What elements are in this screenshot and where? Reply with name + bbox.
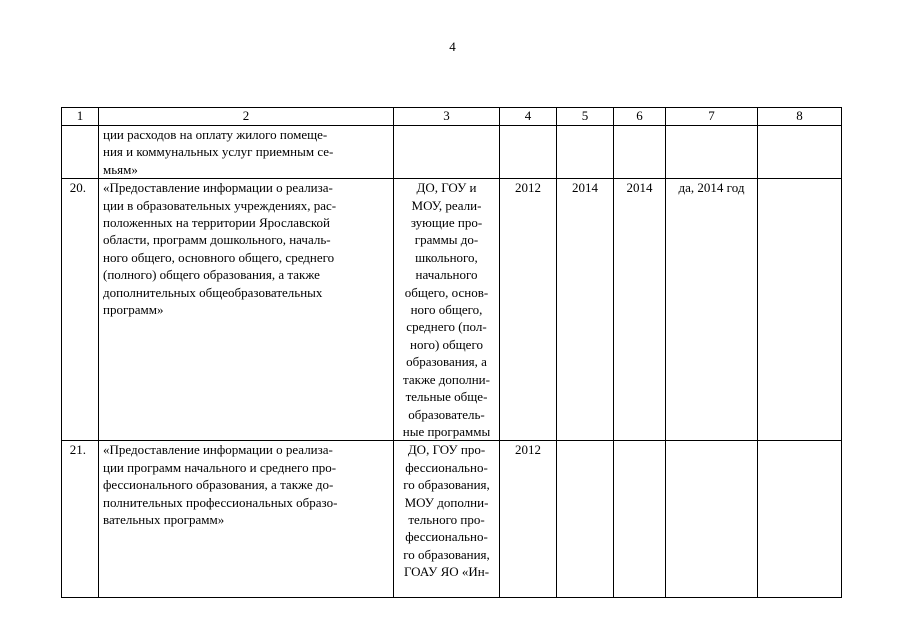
year-cell: 2012: [500, 179, 557, 441]
document-table: [61, 107, 842, 598]
service-name: ции расходов на оплату жилого помеще- ния и коммунальных услуг приемным се- мьям»: [99, 126, 394, 179]
column-header: 8: [758, 108, 842, 126]
column-header: 4: [500, 108, 557, 126]
year-cell: 2014: [557, 179, 614, 441]
column-header: 5: [557, 108, 614, 126]
column-header: 2: [99, 108, 394, 126]
year-cell: 2014: [614, 179, 666, 441]
service-name: «Предоставление информации о реализа- ции программ начального и среднего про- фессионального образования, а также до- полнительных профессиональных образо- вательных программ»: [99, 441, 394, 598]
status-cell: [666, 126, 758, 179]
page-number: 4: [449, 39, 456, 54]
table-row: [62, 126, 842, 179]
column-header: 7: [666, 108, 758, 126]
row-number: 21.: [62, 441, 99, 598]
column-header: 3: [394, 108, 500, 126]
year-cell: [614, 126, 666, 179]
row-number: 20.: [62, 179, 99, 441]
row-number: [62, 126, 99, 179]
year-cell: [557, 441, 614, 598]
executor-cell: ДО, ГОУ про- фессионально- го образования, МОУ дополни- тельного про- фессионально- го образования, ГОАУ ЯО «Ин-: [394, 441, 500, 598]
table-row: [62, 441, 842, 598]
column-header: 6: [614, 108, 666, 126]
year-cell: [614, 441, 666, 598]
note-cell: [758, 126, 842, 179]
note-cell: [758, 179, 842, 441]
table-header-row: [62, 108, 842, 126]
year-cell: 2012: [500, 441, 557, 598]
year-cell: [557, 126, 614, 179]
status-cell: [666, 441, 758, 598]
note-cell: [758, 441, 842, 598]
executor-cell: [394, 126, 500, 179]
year-cell: [500, 126, 557, 179]
column-header: 1: [62, 108, 99, 126]
service-name: «Предоставление информации о реализа- ции в образовательных учреждениях, рас- положенных на территории Ярославской области, программ дошкольного, началь- ного общего, основного общего, среднего (полного) общего образования, а также дополнительных общеобразовательных программ»: [99, 179, 394, 441]
table-row: [62, 179, 842, 441]
executor-cell: ДО, ГОУ и МОУ, реали- зующие про- граммы до- школьного, начального общего, основ- ного общего, среднего (пол- ного) общего образования, а также дополни- тельные обще- образователь- ные программы: [394, 179, 500, 441]
status-cell: да, 2014 год: [666, 179, 758, 441]
